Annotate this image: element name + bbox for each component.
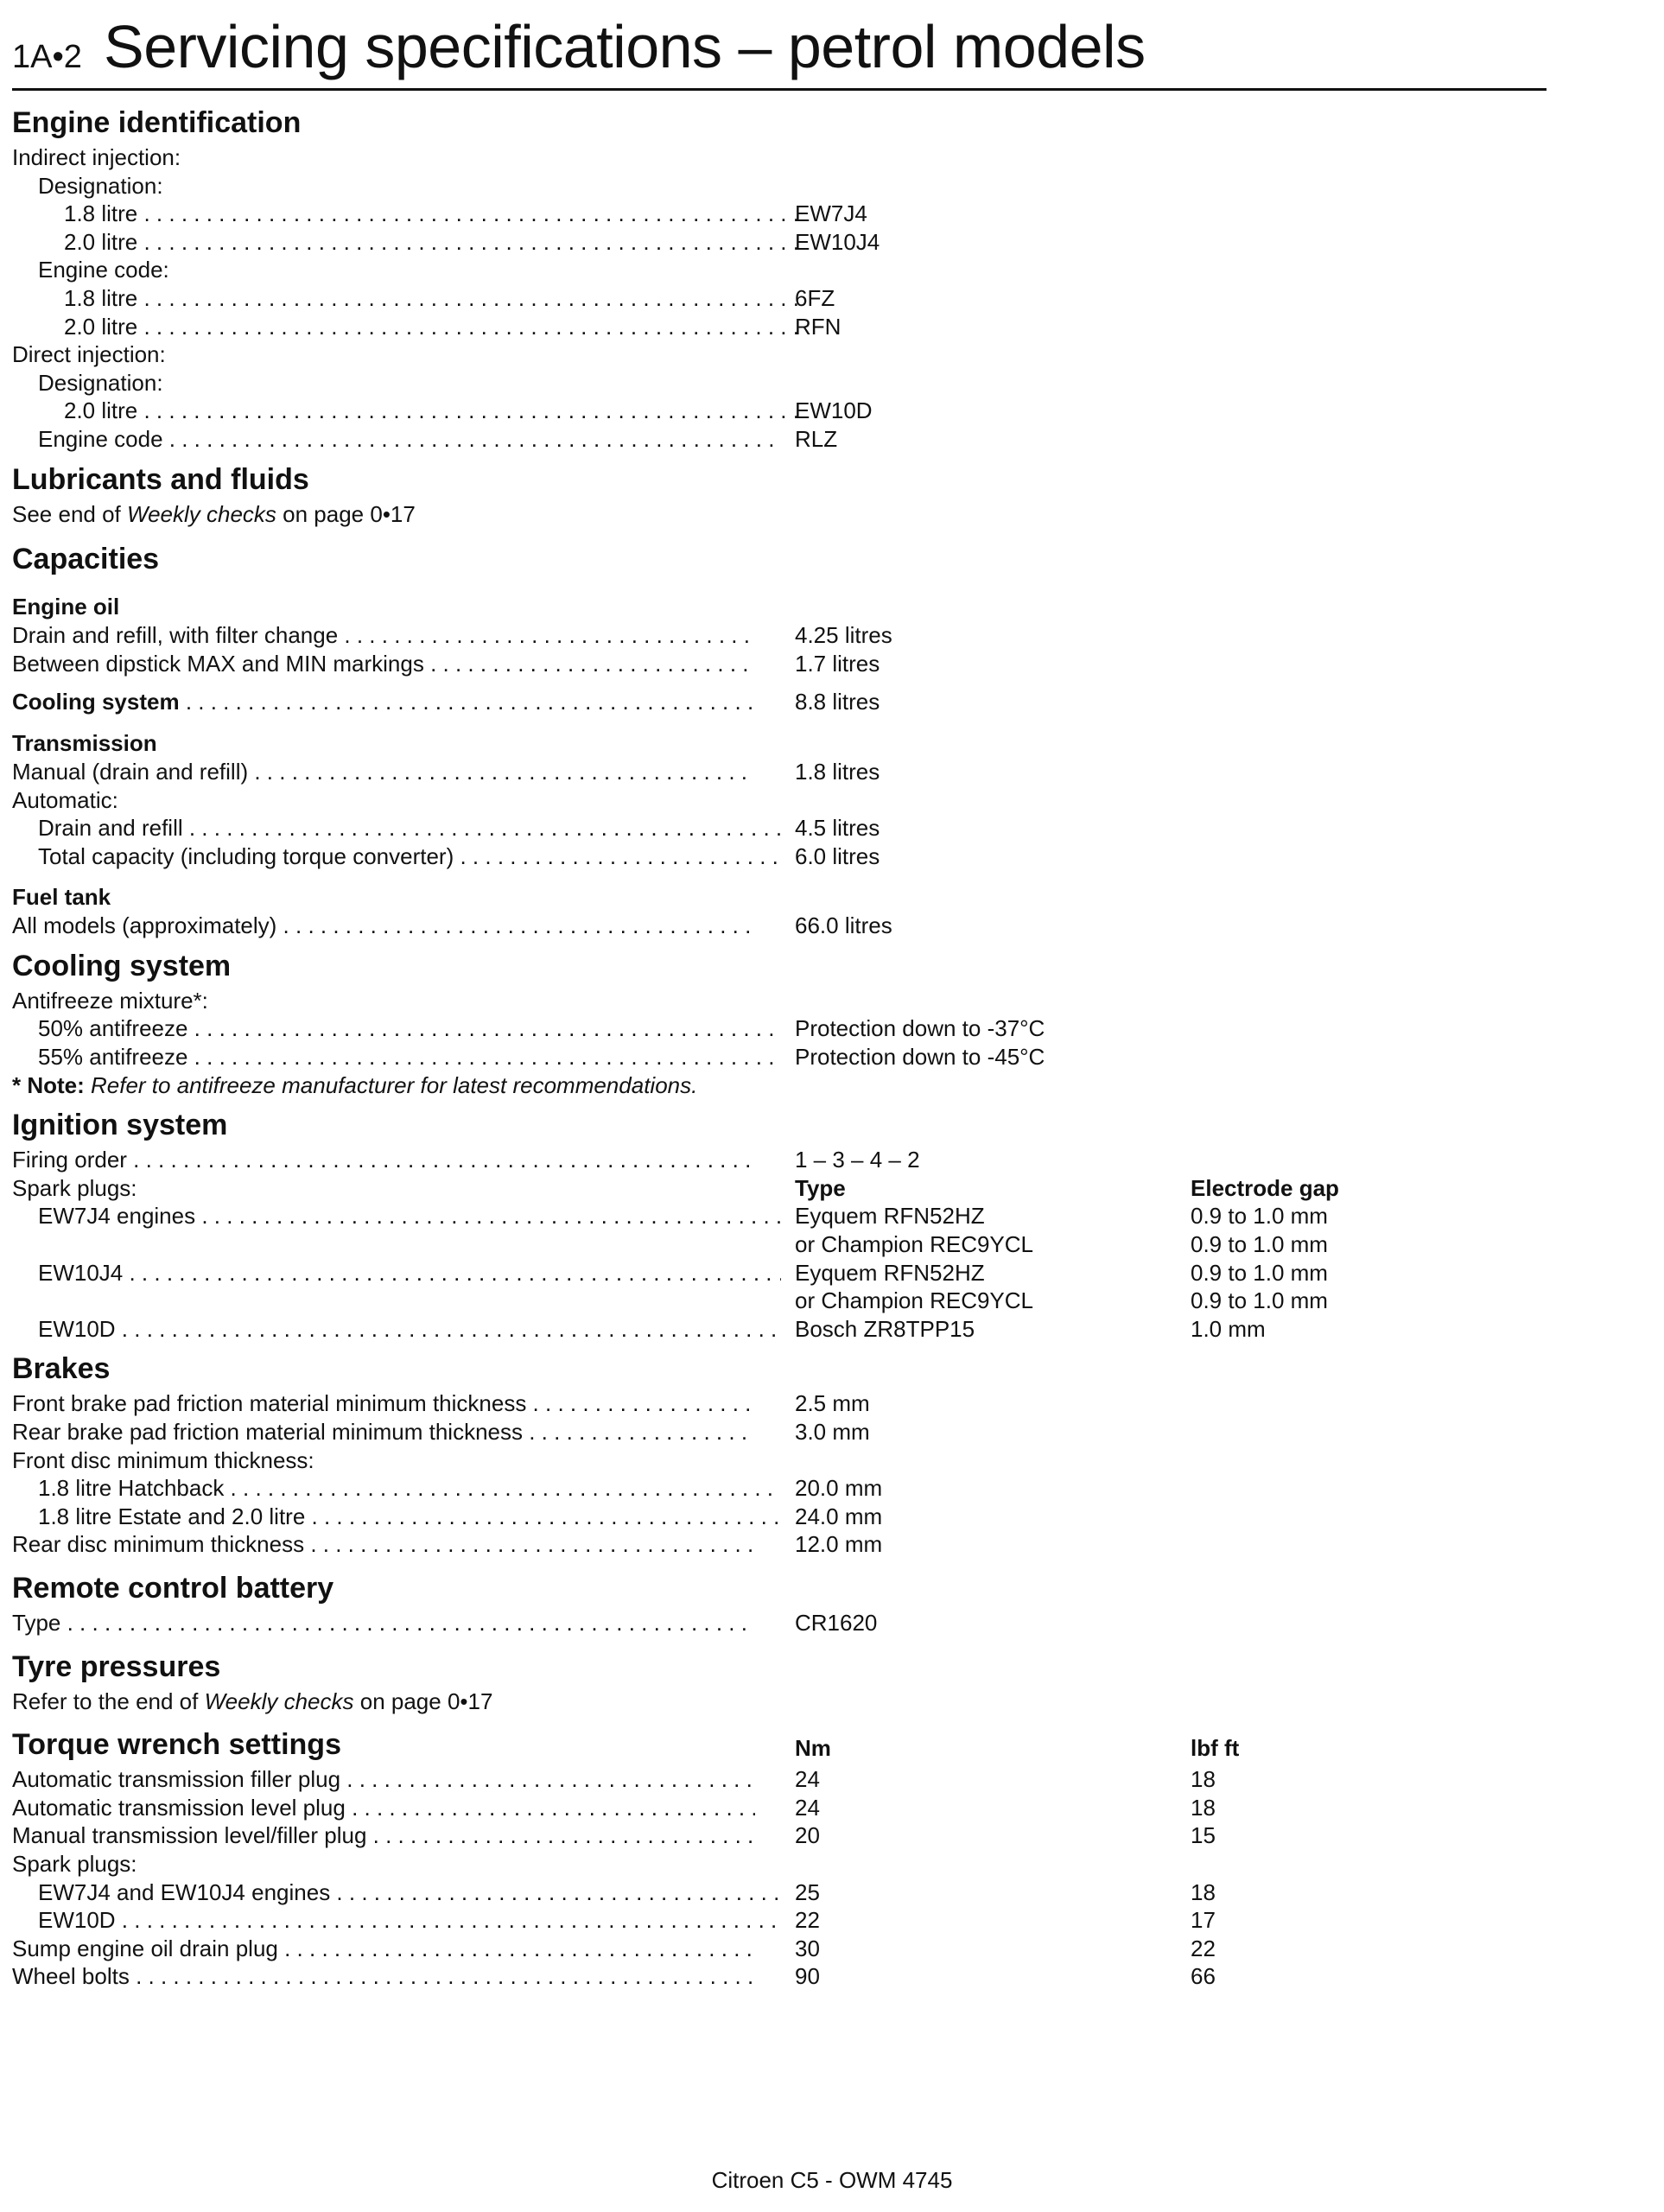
section-tyre-pressures: Tyre pressures bbox=[12, 1649, 221, 1683]
spec-row: Indirect injection: bbox=[12, 144, 181, 170]
spec-row: 1.8 litre . . . 6FZ bbox=[12, 284, 1645, 313]
section-lubricants: Lubricants and fluids bbox=[12, 462, 309, 496]
spec-row: Engine code . . . RLZ bbox=[12, 425, 1645, 454]
spec-row: EW7J4 and EW10J4 engines . . . 25 18 bbox=[12, 1878, 1645, 1907]
spec-row: Antifreeze mixture*: bbox=[12, 987, 208, 1014]
spec-row: Engine code: bbox=[38, 257, 169, 283]
spec-row: 55% antifreeze . . . Protection down to -45°C bbox=[12, 1043, 1645, 1071]
page-footer: Citroen C5 - OWM 4745 bbox=[711, 2167, 953, 2193]
spec-row: Rear disc minimum thickness . . . 12.0 mm bbox=[12, 1530, 1645, 1559]
spec-row: 1.8 litre Estate and 2.0 litre . . . 24.0 mm bbox=[12, 1503, 1645, 1531]
spec-row: Spark plugs: bbox=[12, 1850, 137, 1877]
section-ignition: Ignition system bbox=[12, 1109, 228, 1142]
spec-row: Automatic transmission filler plug . . . 24 18 bbox=[12, 1765, 1645, 1794]
spec-row: Total capacity (including torque converter) . . . 6.0 litres bbox=[12, 842, 1645, 871]
spec-row: Spark plugs: Type Electrode gap bbox=[12, 1174, 1339, 1201]
spec-row: Designation: bbox=[38, 172, 163, 199]
spec-row: Automatic transmission level plug . . . 24 18 bbox=[12, 1794, 1645, 1822]
spec-row: Type . . . CR1620 bbox=[12, 1609, 1645, 1637]
spec-row: Rear brake pad friction material minimum thickness . . . 3.0 mm bbox=[12, 1418, 1645, 1446]
page-number: 1A•2 bbox=[12, 39, 82, 75]
spec-row: 50% antifreeze . . . Protection down to -37°C bbox=[12, 1014, 1645, 1043]
spec-row: Firing order . . . 1 – 3 – 4 – 2 bbox=[12, 1146, 1645, 1174]
spec-row: Manual (drain and refill) . . . 1.8 litres bbox=[12, 758, 1645, 786]
section-remote-battery: Remote control battery bbox=[12, 1571, 334, 1605]
spec-row: Automatic: bbox=[12, 786, 118, 813]
spec-row: Designation: bbox=[38, 369, 163, 396]
page-title: Servicing specifications – petrol models bbox=[104, 13, 1146, 80]
spec-row: EW10J4 . . . Eyquem RFN52HZ 0.9 to 1.0 mm bbox=[12, 1259, 1645, 1287]
spec-row: Front disc minimum thickness: bbox=[12, 1446, 314, 1473]
antifreeze-note: * Note: Refer to antifreeze manufacturer for latest recommendations. bbox=[12, 1071, 698, 1098]
spec-row: Drain and refill, with filter change . . . 4.25 litres bbox=[12, 621, 1645, 650]
section-cooling-system: Cooling system bbox=[12, 949, 232, 982]
spec-row: EW10D . . . 22 17 bbox=[12, 1906, 1645, 1935]
spec-row: 2.0 litre . . . RFN bbox=[12, 313, 1645, 341]
spec-row: Between dipstick MAX and MIN markings . . . 1.7 litres bbox=[12, 650, 1645, 678]
spec-row: or Champion REC9YCL 0.9 to 1.0 mm bbox=[795, 1287, 1328, 1314]
section-torque: Torque wrench settings bbox=[12, 1728, 341, 1762]
spec-row: All models (approximately) . . . 66.0 litres bbox=[12, 912, 1645, 940]
torque-header-row: Torque wrench settings Nm lbf ft bbox=[12, 1724, 1645, 1765]
spec-row: Cooling system . . . 8.8 litres bbox=[12, 688, 1645, 716]
spec-content bbox=[12, 102, 1645, 1991]
spec-row: or Champion REC9YCL 0.9 to 1.0 mm bbox=[795, 1231, 1328, 1258]
lubricants-text: See end of Weekly checks on page 0•17 bbox=[12, 500, 416, 527]
sub-engine-oil: Engine oil bbox=[12, 594, 120, 620]
section-brakes: Brakes bbox=[12, 1352, 111, 1386]
spec-row: Manual transmission level/filler plug . . . 20 15 bbox=[12, 1821, 1645, 1850]
spec-row: 2.0 litre . . . EW10D bbox=[12, 397, 1645, 425]
section-engine-identification: Engine identification bbox=[12, 106, 302, 139]
spec-row: Wheel bolts . . . 90 66 bbox=[12, 1962, 1645, 1991]
spec-row: Direct injection: bbox=[12, 341, 166, 368]
spec-row: Sump engine oil drain plug . . . 30 22 bbox=[12, 1935, 1645, 1963]
spec-row: EW7J4 engines . . . Eyquem RFN52HZ 0.9 to 1.0 mm bbox=[12, 1202, 1645, 1230]
sub-transmission: Transmission bbox=[12, 729, 157, 756]
spec-row: Drain and refill . . . 4.5 litres bbox=[12, 814, 1645, 842]
spec-row: EW10D . . . Bosch ZR8TPP15 1.0 mm bbox=[12, 1315, 1645, 1344]
spec-row: Front brake pad friction material minimum thickness . . . 2.5 mm bbox=[12, 1389, 1645, 1418]
page-header bbox=[12, 7, 1547, 91]
spec-row: 2.0 litre . . . EW10J4 bbox=[12, 228, 1645, 257]
section-capacities: Capacities bbox=[12, 543, 160, 576]
sub-fuel-tank: Fuel tank bbox=[12, 884, 111, 911]
spec-row: 1.8 litre . . . EW7J4 bbox=[12, 200, 1645, 228]
tyres-text: Refer to the end of Weekly checks on page 0•17 bbox=[12, 1688, 493, 1714]
spec-row: 1.8 litre Hatchback . . . 20.0 mm bbox=[12, 1474, 1645, 1503]
